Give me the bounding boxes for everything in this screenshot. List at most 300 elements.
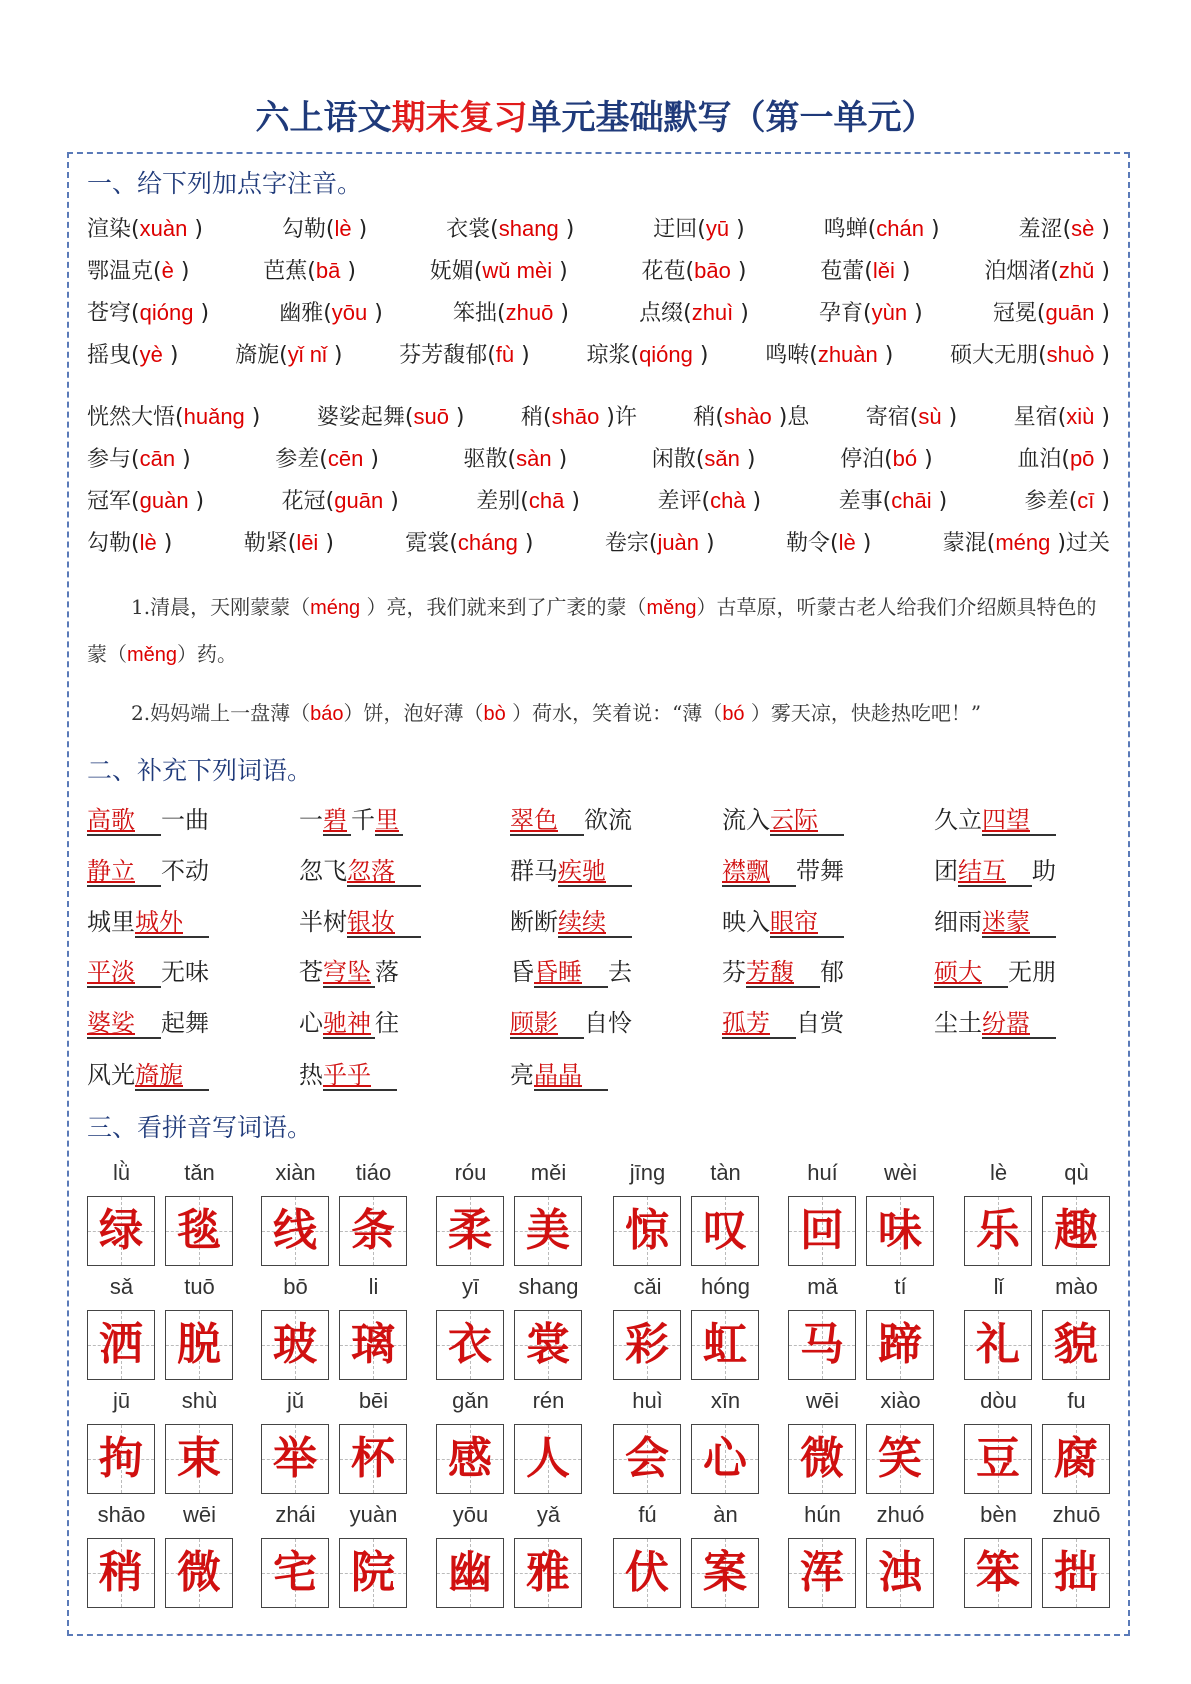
pinyin-row [87,212,1110,243]
answer-blank: 顾影 [510,1009,584,1039]
character: 腐 [1054,1433,1098,1484]
pinyin-label: wèi [883,1160,917,1185]
pinyin-item: 霓裳(cháng ) [405,530,534,556]
idiom-text: 忽飞 [299,857,347,885]
word: 鸣啭 [765,343,810,368]
character: 院 [351,1547,395,1598]
pinyin-item: 差事(chāi ) [838,488,948,514]
idiom-text: 群马 [510,857,558,885]
answer-blank: 续续 [558,908,632,938]
idiom-item [722,851,844,886]
answer-blank: 忽落 [347,857,421,887]
character: 举 [273,1433,317,1484]
pinyin-label: lǐ [993,1274,1004,1299]
word: 硕大无朋 [950,343,1039,368]
character: 貌 [1054,1319,1098,1370]
character-box [514,1196,582,1266]
pinyin-item: 孕育(yùn ) [819,300,923,326]
word: 恍然大悟 [87,405,176,430]
word: 婆娑起舞 [316,405,405,430]
character-box [613,1424,681,1494]
pinyin-item: 幽雅(yōu ) [279,300,383,326]
section2-heading: 二、补充下列词语。 [87,756,313,785]
character: 味 [878,1205,922,1256]
word: 渲染 [87,217,132,242]
pinyin-answer: cī [1077,488,1095,513]
word: 差评 [657,489,702,514]
character: 马 [800,1319,844,1370]
character: 礼 [976,1319,1020,1370]
character-box [514,1424,582,1494]
word: 勾勒 [87,531,132,556]
word: 芬芳馥郁 [399,343,488,368]
pinyin-item: 苍穹(qióng ) [87,300,210,326]
pinyin-answer: guàn [139,488,189,513]
answer-blank: 城外 [135,908,209,938]
pinyin-item: 恍然大悟(huǎng ) [87,404,261,430]
pinyin-label: jǔ [286,1388,305,1413]
character-box [866,1310,934,1380]
pinyin-row [87,296,1110,327]
idiom-text: 细雨 [934,908,982,936]
pinyin-answer: lēi [296,530,319,555]
character-box [964,1196,1032,1266]
word: 参差 [275,447,320,472]
word: 鄂温克 [87,259,154,284]
character-box [165,1310,233,1380]
character-box [866,1196,934,1266]
pinyin-answer: sàn [516,446,552,471]
idiom-text: 断断 [510,908,558,936]
pinyin-item: 芬芳馥郁(fù ) [399,342,530,368]
character: 裳 [526,1319,570,1370]
character: 乐 [976,1205,1020,1256]
pinyin-item: 泊烟渚(zhǔ ) [984,258,1110,284]
character-box [1042,1538,1110,1608]
answer-blank: 孤芳 [722,1009,796,1039]
idiom-item [510,902,632,937]
pinyin-label: zhuō [1052,1502,1101,1527]
character-box [261,1424,329,1494]
character-box [788,1424,856,1494]
answer-blank: 平淡 [87,958,161,988]
pinyin-label: shù [181,1388,218,1413]
pinyin-answer: zhuàn [817,342,878,367]
pinyin-answer: méng [995,530,1051,555]
pinyin-item: 琼浆(qióng ) [586,342,709,368]
word: 花冠 [281,489,326,514]
answer-blank: 昏睡 [534,958,608,988]
character: 伏 [625,1547,669,1598]
character: 稍 [99,1547,143,1598]
pinyin-item: 芭蕉(bā ) [263,258,356,284]
pinyin-label: xiàn [275,1160,316,1185]
pinyin-answer: bó [722,703,745,725]
idiom-text: 尘土 [934,1009,982,1037]
idiom-text: 自怜 [584,1009,632,1037]
character-box [339,1538,407,1608]
character-box [87,1310,155,1380]
sentence [87,690,1110,737]
word: 泊烟渚 [984,259,1051,284]
pinyin-label: bēi [358,1388,389,1413]
pinyin-answer: sè [1071,216,1095,241]
pinyin-label: jīng [629,1160,666,1185]
pinyin-item: 勾勒(lè ) [87,530,173,556]
pinyin-answer: yū [705,216,730,241]
title-part: 六上语文 [255,98,392,138]
word: 驱散 [463,447,508,472]
pinyin-item: 花苞(bāo ) [641,258,747,284]
answer-blank: 迷蒙 [982,908,1056,938]
pinyin-answer: lè [838,530,856,555]
idiom-item [722,902,844,937]
sentence-text: ）药。 [177,642,238,666]
pinyin-answer: cháng [457,530,518,555]
word: 迂回 [653,217,698,242]
word: 摇曳 [87,343,132,368]
idiom-item [510,851,632,886]
pinyin-answer: shāo [551,404,600,429]
pinyin-answer: zhuì [691,300,734,325]
pinyin-answer: sù [918,404,942,429]
word: 孕育 [819,301,864,326]
pinyin-answer: xiù [1066,404,1095,429]
answer-blank: 翠色 [510,806,584,836]
pinyin-label: tuō [184,1274,215,1299]
pinyin-label: xiào [880,1388,921,1413]
idiom-text: 芬 [722,958,746,986]
pinyin-answer: měng [646,597,697,619]
character: 趣 [1054,1205,1098,1256]
word: 花苞 [641,259,686,284]
character-box [1042,1196,1110,1266]
idiom-text: 无味 [161,958,209,986]
pinyin-item: 勾勒(lè ) [281,216,368,242]
pinyin-label: mǎ [807,1274,838,1299]
word-suffix: 息 [787,405,810,430]
word: 寄宿 [865,405,910,430]
answer-blank: 穹坠 [323,958,375,988]
idiom-text: 久立 [934,806,982,834]
idiom-text: 流入 [722,806,770,834]
character-box [339,1310,407,1380]
idiom-item [722,1003,844,1038]
pinyin-answer: shào [723,404,772,429]
word: 参差 [1024,489,1069,514]
word: 羞涩 [1018,217,1063,242]
pinyin-item: 冠军(guàn ) [87,488,205,514]
pinyin-row [87,254,1110,285]
character-box [788,1196,856,1266]
character: 束 [177,1433,221,1484]
pinyin-answer: shang [498,216,559,241]
word: 幽雅 [279,301,324,326]
character-box [1042,1424,1110,1494]
pinyin-label: li [368,1274,379,1299]
character: 杯 [351,1433,395,1484]
pinyin-answer: bā [315,258,341,283]
pinyin-answer: pō [1069,446,1095,471]
pinyin-label: fú [638,1502,657,1527]
word: 勾勒 [281,217,326,242]
idiom-text: 映入 [722,908,770,936]
answer-blank: 芳馥 [746,958,820,988]
idiom-item [299,851,421,886]
character: 柔 [448,1205,492,1256]
idiom-item [722,800,844,835]
word: 血泊 [1017,447,1062,472]
pinyin-item: 鸣啭(zhuàn ) [765,342,894,368]
character-box [436,1310,504,1380]
answer-blank: 眼帘 [770,908,844,938]
pinyin-label: qù [1064,1160,1089,1185]
pinyin-label: yǎ [536,1502,561,1527]
idiom-item [510,1055,608,1090]
idiom-text: 助 [1032,857,1056,885]
word: 差别 [476,489,521,514]
idiom-text: 自赏 [796,1009,844,1037]
pinyin-item: 差评(chà ) [657,488,762,514]
idiom-item [87,902,209,937]
pinyin-item: 羞涩(sè ) [1018,216,1110,242]
character: 蹄 [878,1319,922,1370]
pinyin-item: 血泊(pō ) [1017,446,1110,472]
idiom-item [510,800,632,835]
character: 会 [625,1433,669,1484]
word: 星宿 [1013,405,1058,430]
answer-blank: 云际 [770,806,844,836]
idiom-item [87,851,209,886]
word: 鸣蝉 [823,217,868,242]
idiom-text: 落 [375,958,399,986]
pinyin-answer: qióng [639,342,693,367]
idiom-text: 心 [299,1009,323,1037]
character: 线 [273,1205,317,1256]
character-box [87,1424,155,1494]
character: 惊 [625,1205,669,1256]
pinyin-item: 稍(shāo )许 [520,404,637,430]
word: 衣裳 [446,217,491,242]
word: 卷宗 [604,531,649,556]
idiom-item [299,902,421,937]
pinyin-item: 冠冕(guān ) [992,300,1110,326]
pinyin-item: 旖旎(yǐ nǐ ) [235,342,343,368]
character: 雅 [526,1547,570,1598]
pinyin-row [87,338,1110,369]
sentence-text: 1.清晨，天刚蒙蒙（ [131,595,311,619]
sentence-text: ）饼，泡好薄（ [343,701,484,725]
character-box [691,1310,759,1380]
word: 旖旎 [235,343,280,368]
character-box [866,1424,934,1494]
pinyin-label: sǎ [109,1274,134,1299]
pinyin-label: fu [1067,1388,1086,1413]
answer-blank: 纷嚣 [982,1009,1056,1039]
pinyin-row [87,526,1110,557]
sentence-text: ）雾天凉，快趁热吃吧！” [744,701,982,725]
pinyin-answer: lè [334,216,352,241]
idiom-text: 往 [375,1009,399,1037]
pinyin-answer: yùn [871,300,908,325]
answer-blank: 银妆 [347,908,421,938]
section1-heading: 一、给下列加点字注音。 [87,169,363,198]
pinyin-answer: xuàn [139,216,188,241]
word: 霓裳 [405,531,450,556]
sentence-text: ）荷水，笑着说：“薄（ [505,701,723,725]
idiom-item [299,1055,397,1090]
idiom-item [722,952,844,987]
word: 妩媚 [429,259,474,284]
pinyin-item: 卷宗(juàn ) [604,530,715,556]
pinyin-item: 花冠(guān ) [281,488,399,514]
character-box [87,1538,155,1608]
word: 苍穹 [87,301,132,326]
idiom-item [299,800,403,835]
character-box [964,1310,1032,1380]
character-box [261,1538,329,1608]
character-box [165,1196,233,1266]
idiom-item [87,1003,209,1038]
pinyin-answer: juàn [657,530,700,555]
pinyin-answer: yǐ nǐ [287,342,327,367]
pinyin-label: gǎn [452,1388,489,1413]
word: 参与 [87,447,132,472]
character: 感 [448,1433,492,1484]
pinyin-label: bō [283,1274,308,1299]
character-box [261,1310,329,1380]
character: 美 [526,1205,570,1256]
pinyin-label: tǎn [184,1160,215,1185]
word: 冠冕 [992,301,1037,326]
pinyin-row [87,484,1110,515]
answer-blank: 驰神 [323,1009,375,1039]
character-box [165,1538,233,1608]
word-suffix: 过关 [1065,531,1110,556]
answer-blank: 静立 [87,857,161,887]
word: 稍 [693,405,716,430]
idiom-text: 郁 [820,958,844,986]
pinyin-label: lè [989,1160,1008,1185]
pinyin-item: 笨拙(zhuō ) [453,300,569,326]
word: 蒙混 [942,531,987,556]
character: 宅 [273,1547,317,1598]
character-box [613,1310,681,1380]
character: 玻 [273,1319,317,1370]
answer-blank: 疾驰 [558,857,632,887]
character-box [691,1196,759,1266]
word: 闲散 [651,447,696,472]
character: 叹 [703,1205,747,1256]
pinyin-item: 渲染(xuàn ) [87,216,203,242]
character: 微 [800,1433,844,1484]
pinyin-item: 参与(cān ) [87,446,191,472]
answer-blank: 四望 [982,806,1056,836]
pinyin-answer: bó [892,446,918,471]
character: 衣 [448,1319,492,1370]
pinyin-item: 差别(chā ) [476,488,580,514]
pinyin-item: 点缀(zhuì ) [639,300,749,326]
idiom-item [934,1003,1056,1038]
word-suffix: 许 [614,405,637,430]
pinyin-item: 苞蕾(lěi ) [820,258,911,284]
word: 差事 [838,489,883,514]
idiom-item [87,1055,209,1090]
idiom-text: 亮 [510,1061,534,1089]
pinyin-label: hóng [701,1274,750,1299]
pinyin-label: huì [632,1388,663,1413]
answer-blank: 婆娑 [87,1009,161,1039]
character: 人 [526,1433,570,1484]
idiom-item [934,851,1056,886]
word: 芭蕉 [263,259,308,284]
character-box [436,1424,504,1494]
character-box [436,1538,504,1608]
answer-blank: 碧 [323,806,351,836]
character: 绿 [99,1205,143,1256]
idiom-text: 城里 [87,908,135,936]
character: 浊 [878,1547,922,1598]
word: 勒令 [786,531,831,556]
pinyin-answer: bò [483,703,506,725]
word: 苞蕾 [820,259,865,284]
pinyin-item: 衣裳(shang ) [446,216,575,242]
sentence-text: ）亮，我们就来到了广袤的蒙（ [360,595,647,619]
pinyin-item: 蒙混(méng )过关 [942,530,1110,556]
pinyin-label: yuàn [349,1502,398,1527]
character: 心 [703,1433,747,1484]
pinyin-answer: zhǔ [1058,258,1095,283]
pinyin-label: jū [112,1388,131,1413]
character: 豆 [976,1433,1020,1484]
pinyin-answer: báo [310,703,344,725]
answer-blank: 乎乎 [323,1061,397,1091]
pinyin-answer: chā [528,488,565,513]
word: 稍 [520,405,543,430]
word: 点缀 [639,301,684,326]
pinyin-label: àn [713,1502,738,1527]
character: 洒 [99,1319,143,1370]
answer-blank: 结互 [958,857,1032,887]
idiom-item [934,902,1056,937]
character-box [964,1538,1032,1608]
pinyin-label: tí [894,1274,907,1299]
pinyin-item: 迂回(yū ) [653,216,745,242]
idiom-item [299,952,399,987]
character-box [691,1538,759,1608]
character: 拘 [99,1433,143,1484]
character: 拙 [1054,1547,1098,1598]
character: 幽 [448,1547,492,1598]
character-box [788,1310,856,1380]
character: 虹 [703,1319,747,1370]
pinyin-answer: wǔ mèi [482,258,553,283]
idiom-text: 不动 [161,857,209,885]
pinyin-answer: guān [334,488,384,513]
pinyin-row [87,400,1110,431]
pinyin-label: shang [518,1274,579,1299]
pinyin-label: shāo [97,1502,146,1527]
answer-blank: 硕大 [934,958,1008,988]
idiom-item [510,952,632,987]
sentence-text: ）古草原，听蒙古老人给我们介绍颇具特色的蒙（ [87,595,1097,666]
character-box [514,1538,582,1608]
page-title [0,90,1191,139]
idiom-text: 风光 [87,1061,135,1089]
sentence [87,584,1110,678]
pinyin-item: 硕大无朋(shuò ) [950,342,1110,368]
idiom-text: 欲流 [584,806,632,834]
